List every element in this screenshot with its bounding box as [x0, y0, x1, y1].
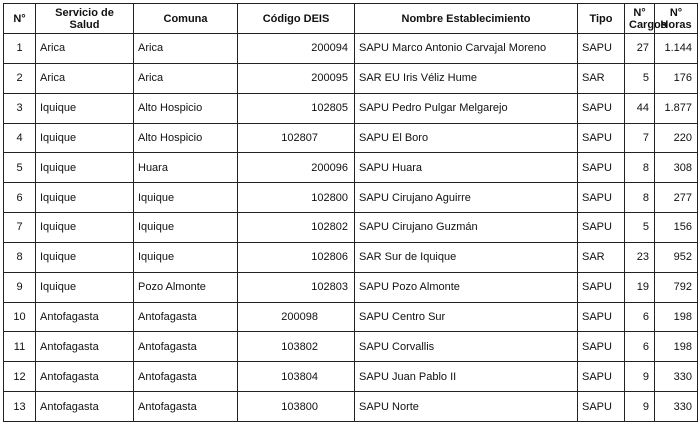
cell-nombre: SAPU El Boro — [355, 123, 578, 153]
header-num: N° — [4, 4, 36, 34]
cell-comuna: Antofagasta — [134, 392, 238, 422]
cell-tipo: SAPU — [578, 272, 625, 302]
cell-tipo: SAPU — [578, 153, 625, 183]
cell-horas: 792 — [655, 272, 698, 302]
cell-num: 5 — [4, 153, 36, 183]
cell-comuna: Iquique — [134, 213, 238, 243]
cell-horas: 220 — [655, 123, 698, 153]
cell-codigo: 102802 — [238, 213, 355, 243]
table-row — [4, 302, 698, 332]
cell-horas: 952 — [655, 242, 698, 272]
cell-codigo: 102805 — [238, 93, 355, 123]
cell-num: 4 — [4, 123, 36, 153]
establishments-table — [3, 3, 698, 422]
table-row — [4, 123, 698, 153]
header-codigo: Código DEIS — [238, 4, 355, 34]
cell-nombre: SAPU Marco Antonio Carvajal Moreno — [355, 34, 578, 64]
cell-codigo: 102803 — [238, 272, 355, 302]
cell-num: 6 — [4, 183, 36, 213]
cell-tipo: SAPU — [578, 93, 625, 123]
table-row — [4, 93, 698, 123]
cell-nombre: SAPU Corvallis — [355, 332, 578, 362]
cell-num: 11 — [4, 332, 36, 362]
cell-comuna: Arica — [134, 63, 238, 93]
cell-comuna: Iquique — [134, 242, 238, 272]
cell-codigo: 102807 — [238, 123, 355, 153]
cell-num: 12 — [4, 362, 36, 392]
table-row — [4, 183, 698, 213]
cell-horas: 308 — [655, 153, 698, 183]
cell-cargos: 6 — [625, 302, 655, 332]
cell-tipo: SAR — [578, 63, 625, 93]
cell-num: 13 — [4, 392, 36, 422]
table-row — [4, 213, 698, 243]
table-row — [4, 362, 698, 392]
cell-nombre: SAPU Norte — [355, 392, 578, 422]
table-row — [4, 242, 698, 272]
cell-tipo: SAPU — [578, 183, 625, 213]
cell-nombre: SAPU Pozo Almonte — [355, 272, 578, 302]
cell-cargos: 23 — [625, 242, 655, 272]
cell-horas: 198 — [655, 332, 698, 362]
cell-nombre: SAPU Centro Sur — [355, 302, 578, 332]
cell-cargos: 5 — [625, 213, 655, 243]
table-row — [4, 332, 698, 362]
cell-cargos: 44 — [625, 93, 655, 123]
cell-servicio: Iquique — [36, 183, 134, 213]
table-header — [4, 4, 698, 34]
table-row — [4, 392, 698, 422]
cell-nombre: SAPU Cirujano Guzmán — [355, 213, 578, 243]
cell-nombre: SAPU Cirujano Aguirre — [355, 183, 578, 213]
cell-comuna: Antofagasta — [134, 302, 238, 332]
header-tipo: Tipo — [578, 4, 625, 34]
cell-num: 8 — [4, 242, 36, 272]
header-cargos: N° Cargos — [625, 4, 655, 34]
cell-num: 7 — [4, 213, 36, 243]
cell-servicio: Antofagasta — [36, 362, 134, 392]
cell-servicio: Iquique — [36, 213, 134, 243]
table-body — [4, 34, 698, 422]
cell-tipo: SAPU — [578, 362, 625, 392]
cell-cargos: 8 — [625, 183, 655, 213]
cell-cargos: 7 — [625, 123, 655, 153]
cell-servicio: Arica — [36, 34, 134, 64]
cell-codigo: 103802 — [238, 332, 355, 362]
cell-horas: 176 — [655, 63, 698, 93]
cell-cargos: 27 — [625, 34, 655, 64]
table-row — [4, 272, 698, 302]
header-horas: N° Horas — [655, 4, 698, 34]
header-row — [4, 4, 698, 34]
cell-nombre: SAR Sur de Iquique — [355, 242, 578, 272]
cell-comuna: Arica — [134, 34, 238, 64]
cell-comuna: Pozo Almonte — [134, 272, 238, 302]
header-servicio: Servicio de Salud — [36, 4, 134, 34]
cell-tipo: SAPU — [578, 34, 625, 64]
cell-tipo: SAPU — [578, 302, 625, 332]
cell-codigo: 200095 — [238, 63, 355, 93]
cell-servicio: Antofagasta — [36, 302, 134, 332]
cell-horas: 156 — [655, 213, 698, 243]
table-row — [4, 153, 698, 183]
cell-comuna: Huara — [134, 153, 238, 183]
cell-servicio: Antofagasta — [36, 332, 134, 362]
cell-horas: 330 — [655, 392, 698, 422]
cell-servicio: Iquique — [36, 93, 134, 123]
cell-tipo: SAPU — [578, 213, 625, 243]
cell-cargos: 5 — [625, 63, 655, 93]
cell-nombre: SAPU Juan Pablo II — [355, 362, 578, 392]
cell-nombre: SAR EU Iris Véliz Hume — [355, 63, 578, 93]
cell-comuna: Antofagasta — [134, 332, 238, 362]
cell-num: 1 — [4, 34, 36, 64]
cell-codigo: 200098 — [238, 302, 355, 332]
cell-codigo: 103800 — [238, 392, 355, 422]
cell-servicio: Iquique — [36, 123, 134, 153]
cell-cargos: 19 — [625, 272, 655, 302]
cell-servicio: Iquique — [36, 153, 134, 183]
cell-num: 9 — [4, 272, 36, 302]
table-row — [4, 34, 698, 64]
cell-codigo: 102806 — [238, 242, 355, 272]
cell-num: 2 — [4, 63, 36, 93]
cell-cargos: 6 — [625, 332, 655, 362]
cell-nombre: SAPU Pedro Pulgar Melgarejo — [355, 93, 578, 123]
cell-comuna: Alto Hospicio — [134, 93, 238, 123]
cell-tipo: SAPU — [578, 332, 625, 362]
cell-codigo: 103804 — [238, 362, 355, 392]
cell-codigo: 102800 — [238, 183, 355, 213]
cell-horas: 1.877 — [655, 93, 698, 123]
cell-nombre: SAPU Huara — [355, 153, 578, 183]
cell-codigo: 200094 — [238, 34, 355, 64]
cell-tipo: SAPU — [578, 392, 625, 422]
cell-servicio: Antofagasta — [36, 392, 134, 422]
cell-servicio: Iquique — [36, 242, 134, 272]
cell-horas: 277 — [655, 183, 698, 213]
cell-cargos: 8 — [625, 153, 655, 183]
cell-comuna: Iquique — [134, 183, 238, 213]
cell-comuna: Alto Hospicio — [134, 123, 238, 153]
cell-servicio: Arica — [36, 63, 134, 93]
cell-comuna: Antofagasta — [134, 362, 238, 392]
cell-num: 3 — [4, 93, 36, 123]
cell-servicio: Iquique — [36, 272, 134, 302]
cell-codigo: 200096 — [238, 153, 355, 183]
cell-cargos: 9 — [625, 362, 655, 392]
cell-cargos: 9 — [625, 392, 655, 422]
table-row — [4, 63, 698, 93]
header-comuna: Comuna — [134, 4, 238, 34]
header-nombre: Nombre Establecimiento — [355, 4, 578, 34]
cell-tipo: SAPU — [578, 123, 625, 153]
cell-horas: 1.144 — [655, 34, 698, 64]
cell-tipo: SAR — [578, 242, 625, 272]
cell-horas: 198 — [655, 302, 698, 332]
cell-num: 10 — [4, 302, 36, 332]
cell-horas: 330 — [655, 362, 698, 392]
